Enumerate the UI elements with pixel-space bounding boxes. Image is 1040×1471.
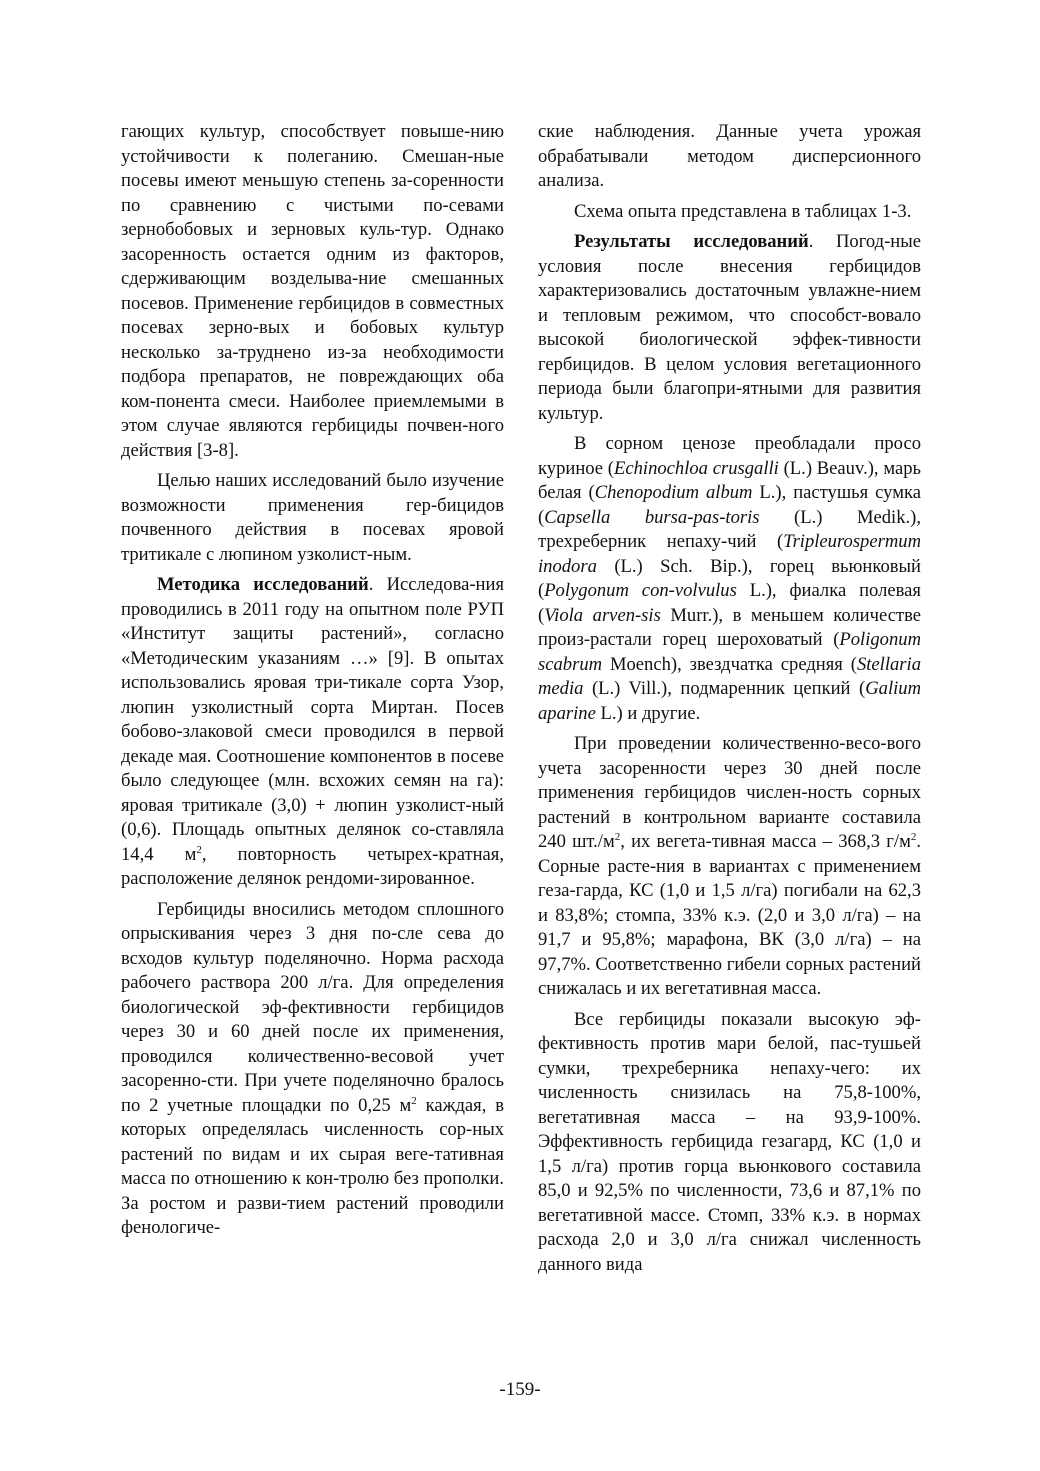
paragraph-methods — [121, 573, 504, 892]
paragraph-text: . Погод-ные условия после внесения гербицидов характеризовались достаточным увлажне-нием и тепловым режимом, что способст-вовало высокой биологической эффек-тивности гербицидов. В целом условия вегетационного периода были благопри-ятными для развития культур. — [538, 231, 922, 424]
right-column — [538, 120, 921, 1283]
text-run: (L.) Medik.), трехреберник непаху-чий ( — [538, 506, 921, 552]
species-name: Capsella bursa-pas-toris — [544, 506, 760, 528]
species-name: Tripleurospermum inodora — [538, 531, 921, 577]
paragraph — [121, 898, 504, 1241]
paragraph — [121, 469, 504, 567]
text-run: L.) и другие. — [595, 702, 701, 724]
section-heading: Результаты исследований — [574, 231, 809, 252]
paragraph — [538, 200, 921, 225]
text-run: Moench), звездчатка средняя ( — [602, 653, 857, 675]
paragraph-text: каждая, в которых определялась численность сор-ных растений по видам и их сырая веге-тативная масса по отношению к кон-тролю без прополки. За ростом и разви-тием растений проводили фенологиче- — [121, 1094, 504, 1238]
paragraph — [121, 120, 504, 463]
species-name: Chenopodium album — [594, 482, 753, 503]
superscript: 2 — [614, 830, 621, 843]
species-name: Galium aparine — [538, 678, 921, 724]
species-name: Viola arven-sis — [544, 604, 661, 626]
paragraph — [538, 1008, 921, 1278]
species-name: Poligonum scabrum — [538, 629, 921, 675]
paragraph-text: . Сорные расте-ния в вариантах с применением геза-гарда, КС (1,0 и 1,5 л/га) погибали на 62,3 и 83,8%; стомпа, 33% к.э. (2,0 и 3,0 л/га) – на 91,7 и 95,8%; марафона, ВК (3,0 л/га) – на 97,7%. Соответственно гибели сорных растений снижалась и их вегетативная масса. — [538, 831, 921, 999]
superscript: 2 — [910, 830, 917, 843]
left-column — [121, 120, 504, 1247]
superscript: 2 — [411, 1094, 417, 1107]
paragraph-results — [538, 230, 921, 426]
paragraph-text: Гербициды вносились методом сплошного опрыскивания через 3 дня по-сле сева до всходов культур поделяночно. Норма расхода рабочего раствора 200 л/га. Для определения биологической эф-фективности гербицидов через 30 и 60 дней после их применения, проводился количественно-весовой учет засоренно-сти. При учете поделяночно бралось по 2 учетные площадки по 0,25 м — [121, 898, 504, 1116]
paragraph-text: , повторность четырех-кратная, расположение делянок рендоми-зированное. — [121, 843, 504, 889]
text-run: Murr.), в меньшем количестве произ-растали горец шероховатый ( — [538, 604, 922, 650]
species-name: Echinochloa crusgalli — [614, 457, 779, 479]
paragraph-text: ские наблюдения. Данные учета урожая обрабатывали методом дисперсионного анализа. — [538, 121, 921, 191]
text-run: (L.) Beauv.), марь белая ( — [538, 457, 921, 503]
paragraph-text: гающих культур, способствует повыше-нию устойчивости к полеганию. Смешан-ные посевы имеют меньшую степень за-соренности по сравнению с чистыми по-севами зернобобовых и зерновых куль-тур. Однако засоренность остается одним из факторов, сдерживающим возделыва-ние смешанных посевов. Применение гербицидов в совместных посевах зерно-вых и бобовых культур несколько за-труднено из-за необходимости подбора препаратов, не повреждающих оба ком-понента смеси. Наиболее приемлемыми в этом случае являются гербициды почвен-ного действия [3-8]. — [121, 121, 504, 461]
paragraph-text: При проведении количественно-весо-вого учета засоренности через 30 дней после применения гербицидов числен-ность сорных растений в контрольном варианте составила 240 шт./м — [538, 733, 921, 852]
text-run: L.), пастушья сумка ( — [538, 482, 921, 528]
paragraph-text: Целью наших исследований было изучение возможности применения гер-бицидов почвенного действия в посевах яровой тритикале с люпином узколист-ным. — [121, 470, 504, 565]
section-heading: Методика исследований — [157, 574, 369, 595]
paragraph-text: Все гербициды показали высокую эф-фективность против мари белой, пас-тушьей сумки, трехреберника непаху-чего: их численность снизилась на 75,8-100%, вегетативная масса – на 93,9-100%. Эффективность гербицида гезагард, КС (1,0 и 1,5 л/га) против горца вьюнкового составила 85,0 и 92,5% по численности, 73,6 и 87,1% по вегетативной массе. Стомп, 33% к.э. в нормах расхода 2,0 и 3,0 л/га снижал численность данного вида — [538, 1008, 921, 1275]
paragraph-text: Схема опыта представлена в таблицах 1-3. — [574, 200, 912, 222]
text-run: (L.) Vill.), подмаренник цепкий ( — [583, 678, 866, 699]
paragraph-species — [538, 432, 921, 726]
species-name: Stellaria media — [538, 653, 921, 699]
text-run: L.), фиалка полевая ( — [538, 580, 921, 626]
paragraph-text: . Исследова-ния проводились в 2011 году на опытном поле РУП «Институт защиты растений», согласно «Методическим указаниям …» [9]. В опытах использовались яровая три-тикале сорта Узор, люпин узколистный сорта Миртан. Посев бобово-злаковой смеси проводился в первой декаде мая. Соотношение компонентов в посеве было следующее (млн. всхожих семян на га): яровая тритикале (3,0) + люпин узколист-ный (0,6). Площадь опытных делянок со-ставляла 14,4 м — [121, 574, 504, 865]
superscript: 2 — [196, 843, 202, 856]
species-name: Polygonum con-volvulus — [544, 580, 737, 601]
page-number: -159- — [499, 1379, 541, 1400]
text-run: (L.) Sch. Bip.), горец вьюнковый ( — [538, 555, 921, 601]
paragraph-text: , их вегета-тивная масса – 368,3 г/м — [620, 831, 911, 852]
text-run: В сорном ценозе преобладали просо куриное ( — [538, 433, 921, 479]
paragraph — [538, 732, 921, 1002]
paragraph — [538, 120, 921, 194]
